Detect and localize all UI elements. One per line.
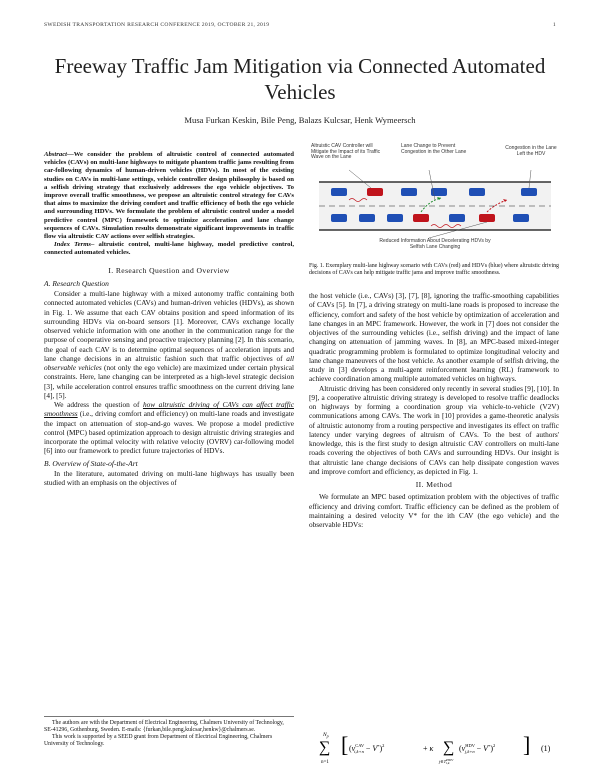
section-1-heading: I. Research Question and Overview (108, 265, 230, 275)
paragraph-a2 (44, 400, 294, 456)
paragraph-b2: Altruistic driving has been considered only recently in several studies [9], [10]. In [9], a cooperative altruistic driving strategy is developed to resolve traffic deadlocks on highways by forming a coordination group via vehicle-to-vehicle (V2V) communications among CAVs. The work in [10] provides a game-theoretic analysis of altruistic autonomy from a routing perspective and investigates its effect on traffic latency under varying degrees of altruism of CAVs. To the best of authors' knowledge, this is the first study to design altruistic CAV controllers on multi-lane roads covering the objectives of both CAVs and surrounding HDVs. Our insight is that altruistic lane change decisions of CAVs can help dissipate congestion waves and improve comfort and efficiency, as depicted in Fig. 1. (309, 383, 559, 476)
hdv-vehicle (331, 188, 347, 196)
hdv-vehicle (513, 214, 529, 222)
footnote-affiliation: The authors are with the Department of Electrical Engineering, Chalmers University of Technology, SE-41296, Gothenburg, Sweden. E-mails: {furkan,bile.peng,kulcsar,henkw}@chalmers.se. (44, 720, 284, 733)
running-head-left: SWEDISH TRANSPORTATION RESEARCH CONFERENCE 2019, OCTOBER 21, 2019 (44, 22, 270, 28)
abstract-lead: Abstract (44, 151, 68, 158)
cav-vehicle (367, 188, 383, 196)
hdv-vehicle (449, 214, 465, 222)
author-list: Musa Furkan Keskin, Bile Peng, Balazs Kulcsar, Henk Wymeersch (184, 115, 416, 125)
left-bracket: [ (341, 732, 349, 757)
right-column (309, 291, 559, 529)
running-head (44, 22, 556, 28)
abstract (44, 151, 294, 241)
left-column (44, 151, 294, 487)
paragraph-a2-part1: We address the question of (54, 400, 143, 410)
index-terms-text: – altruistic control, multi-lane highway, model predictive control, connected automated vehicles. (44, 241, 294, 257)
equation-1 (309, 727, 559, 767)
paragraph-a2-emphasis: how altruistic driving of CAVs can affect traffic smoothness (44, 400, 294, 419)
figure-label-bottom: Reduced Information About Decelerating HDVs by Selfish Lane Changing (379, 238, 491, 250)
figure-label-middle: Lane Change to Prevent Congestion in the Other Lane (401, 143, 467, 155)
hdv-vehicle (387, 214, 403, 222)
decelerating-hdv (521, 188, 537, 196)
equation-number: (1) (541, 744, 551, 753)
paper-title: Freeway Traffic Jam Mitigation via Connected Automated Vehicles (54, 54, 546, 104)
section-2-heading: II. Method (415, 480, 453, 489)
cav-vehicle (413, 214, 429, 222)
hdv-vehicle (331, 214, 347, 222)
subsection-a-heading: A. Research Question (44, 278, 109, 288)
summation-sign-hdv: ∑ (443, 739, 455, 756)
paragraph-b1-continued: the host vehicle (i.e., CAVs) [3], [7], [8], ignoring the traffic-smoothing capabilities of CAVs [5]. In [7], a driving strategy on multi-lane roads is proposed to increase the efficiency, comfort and safety of the host vehicle by optimization of acceleration and lane changes in an MPC framework. However, the work in [7] does not consider the objectives of the surrounding vehicles (i.e., selfish driving) and the impact of lane changing on attenuation of jamming waves. In [8], an MPC-based mixed-integer quadratic programming problem is formulated to optimize longitudinal velocity and lane change maneuvers of the host vehicle. As another example of selfish driving, the study in [3] develops a multi-agent reinforcement learning (RL) framework to achieve coordination among multiple automated vehicles on highways. (309, 291, 559, 384)
figure-1 (309, 142, 559, 254)
figure-caption: Fig. 1. Exemplary multi-lane highway scenario with CAVs (red) and HDVs (blue) where altruistic driving decisions of CAVs can help mitigate traffic jams and improve traffic smoothness. (309, 263, 559, 277)
hdv-vehicle (401, 188, 417, 196)
figure-label-left: Altruistic CAV Controller will Mitigate the Impact of its Traffic Wave on the Lane (311, 143, 381, 161)
figure-label-right: Congestion in the Lane Left the HDV (505, 145, 557, 157)
paragraph-a1 (44, 289, 294, 400)
index-terms (44, 241, 294, 257)
paragraph-b1: In the literature, automated driving on multi-lane highways has usually been studied with an emphasis on the objectives of (44, 468, 294, 488)
footnote (44, 716, 294, 748)
paragraph-a1-emphasis: all observable vehicles (44, 353, 294, 373)
cav-term: ($v^{CAV}$ i,k+n − V*)$^2$ (349, 743, 385, 754)
plus-kappa: + κ (423, 744, 434, 753)
hdv-vehicle (359, 214, 375, 222)
index-terms-lead: Index Terms (54, 241, 92, 249)
subsection-b-heading: B. Overview of State-of-the-Art (44, 458, 138, 468)
paragraph-a1-part1: Consider a multi-lane highway with a mixed autonomy traffic containing both connected automated vehicles (CAVs) and human-driven vehicles (HDVs), as shown in Fig. 1. We assume that each CAV obtains position and speed information of its surrounding HDVs via on-board sensors [1]. Moreover, CAVs exchange locally observed vehicle information with one another in the communication range for the purpose of cooperative sensing and proactive trajectory planning [2]. In this scenario, the goal of each CAV is to determine optimal sequences of acceleration inputs and lane change decisions in an altruistic fashion such that traffic objectives of (44, 289, 294, 363)
right-bracket: ] (523, 732, 531, 757)
hdv-vehicle (469, 188, 485, 196)
equation-graphic (309, 727, 559, 767)
page-number: 1 (552, 22, 556, 28)
method-paragraph: We formulate an MPC based optimization problem with the objectives of traffic efficiency and driving comfort. Traffic efficiency can be defined as the problem of maintaining a desired velocity V* for the ith CAV (the ego vehicle) and the observable HDVs: (309, 492, 559, 529)
hdv-term: ($v^{HDV}$ j,k+n − V*)$^2$ (459, 743, 496, 754)
paragraph-a2-part2: (i.e., driving comfort and efficiency) on multi-lane roads and investigate the impact on attenuation of stop-and-go waves. We propose a model predictive control (MPC) based optimization approach to design altruistic driving strategies and incorporate the optimal velocity with relative velocity (OVRV) car-following model [6] into our framework to predict future trajectories of HDVs. (44, 409, 294, 456)
cav-vehicle (479, 214, 495, 222)
sum-lower-limit: n=1 (321, 760, 329, 765)
abstract-text: —We consider the problem of altruistic control of connected automated vehicles (CAVs) on multi-lane highways to mitigate phantom traffic jams resulting from car-following dynamics of human-driven vehicles (HDVs). In most of the existing studies on CAVs in multi-lane settings, vehicle controller design philosophy is based on a selfish driving strategy that exclusively addresses the ego vehicle objectives. To improve overall traffic smoothness, we propose an altruistic control strategy for CAVs that aims to maximize the driving comfort and traffic efficiency of both the ego vehicle and surrounding HDVs. We formulate the problem of altruistic control under a model predictive control (MPC) framework to optimize acceleration and lane change sequences of CAVs. Simulation results demonstrate significant improvements in traffic flow via altruistic CAV actions over selfish strategies. (44, 151, 294, 241)
hdv-sum-index: $j\in T^{HDV}$ i,k (439, 758, 454, 765)
sum-upper-limit: $N_p$ (323, 732, 329, 739)
summation-sign: ∑ (319, 739, 331, 756)
footnote-funding: This work is supported by a SEED grant from Department of Electrical Engineering, Chalmers University of Technology. (44, 734, 273, 747)
paragraph-a1-part2: (not only the ego vehicle) are maximized under certain physical constraints. Here, lane changing can be interpreted as a high-level strategic decision [3], while acceleration control ensures traffic smoothness on the current driving lane [4], [5]. (44, 363, 294, 400)
